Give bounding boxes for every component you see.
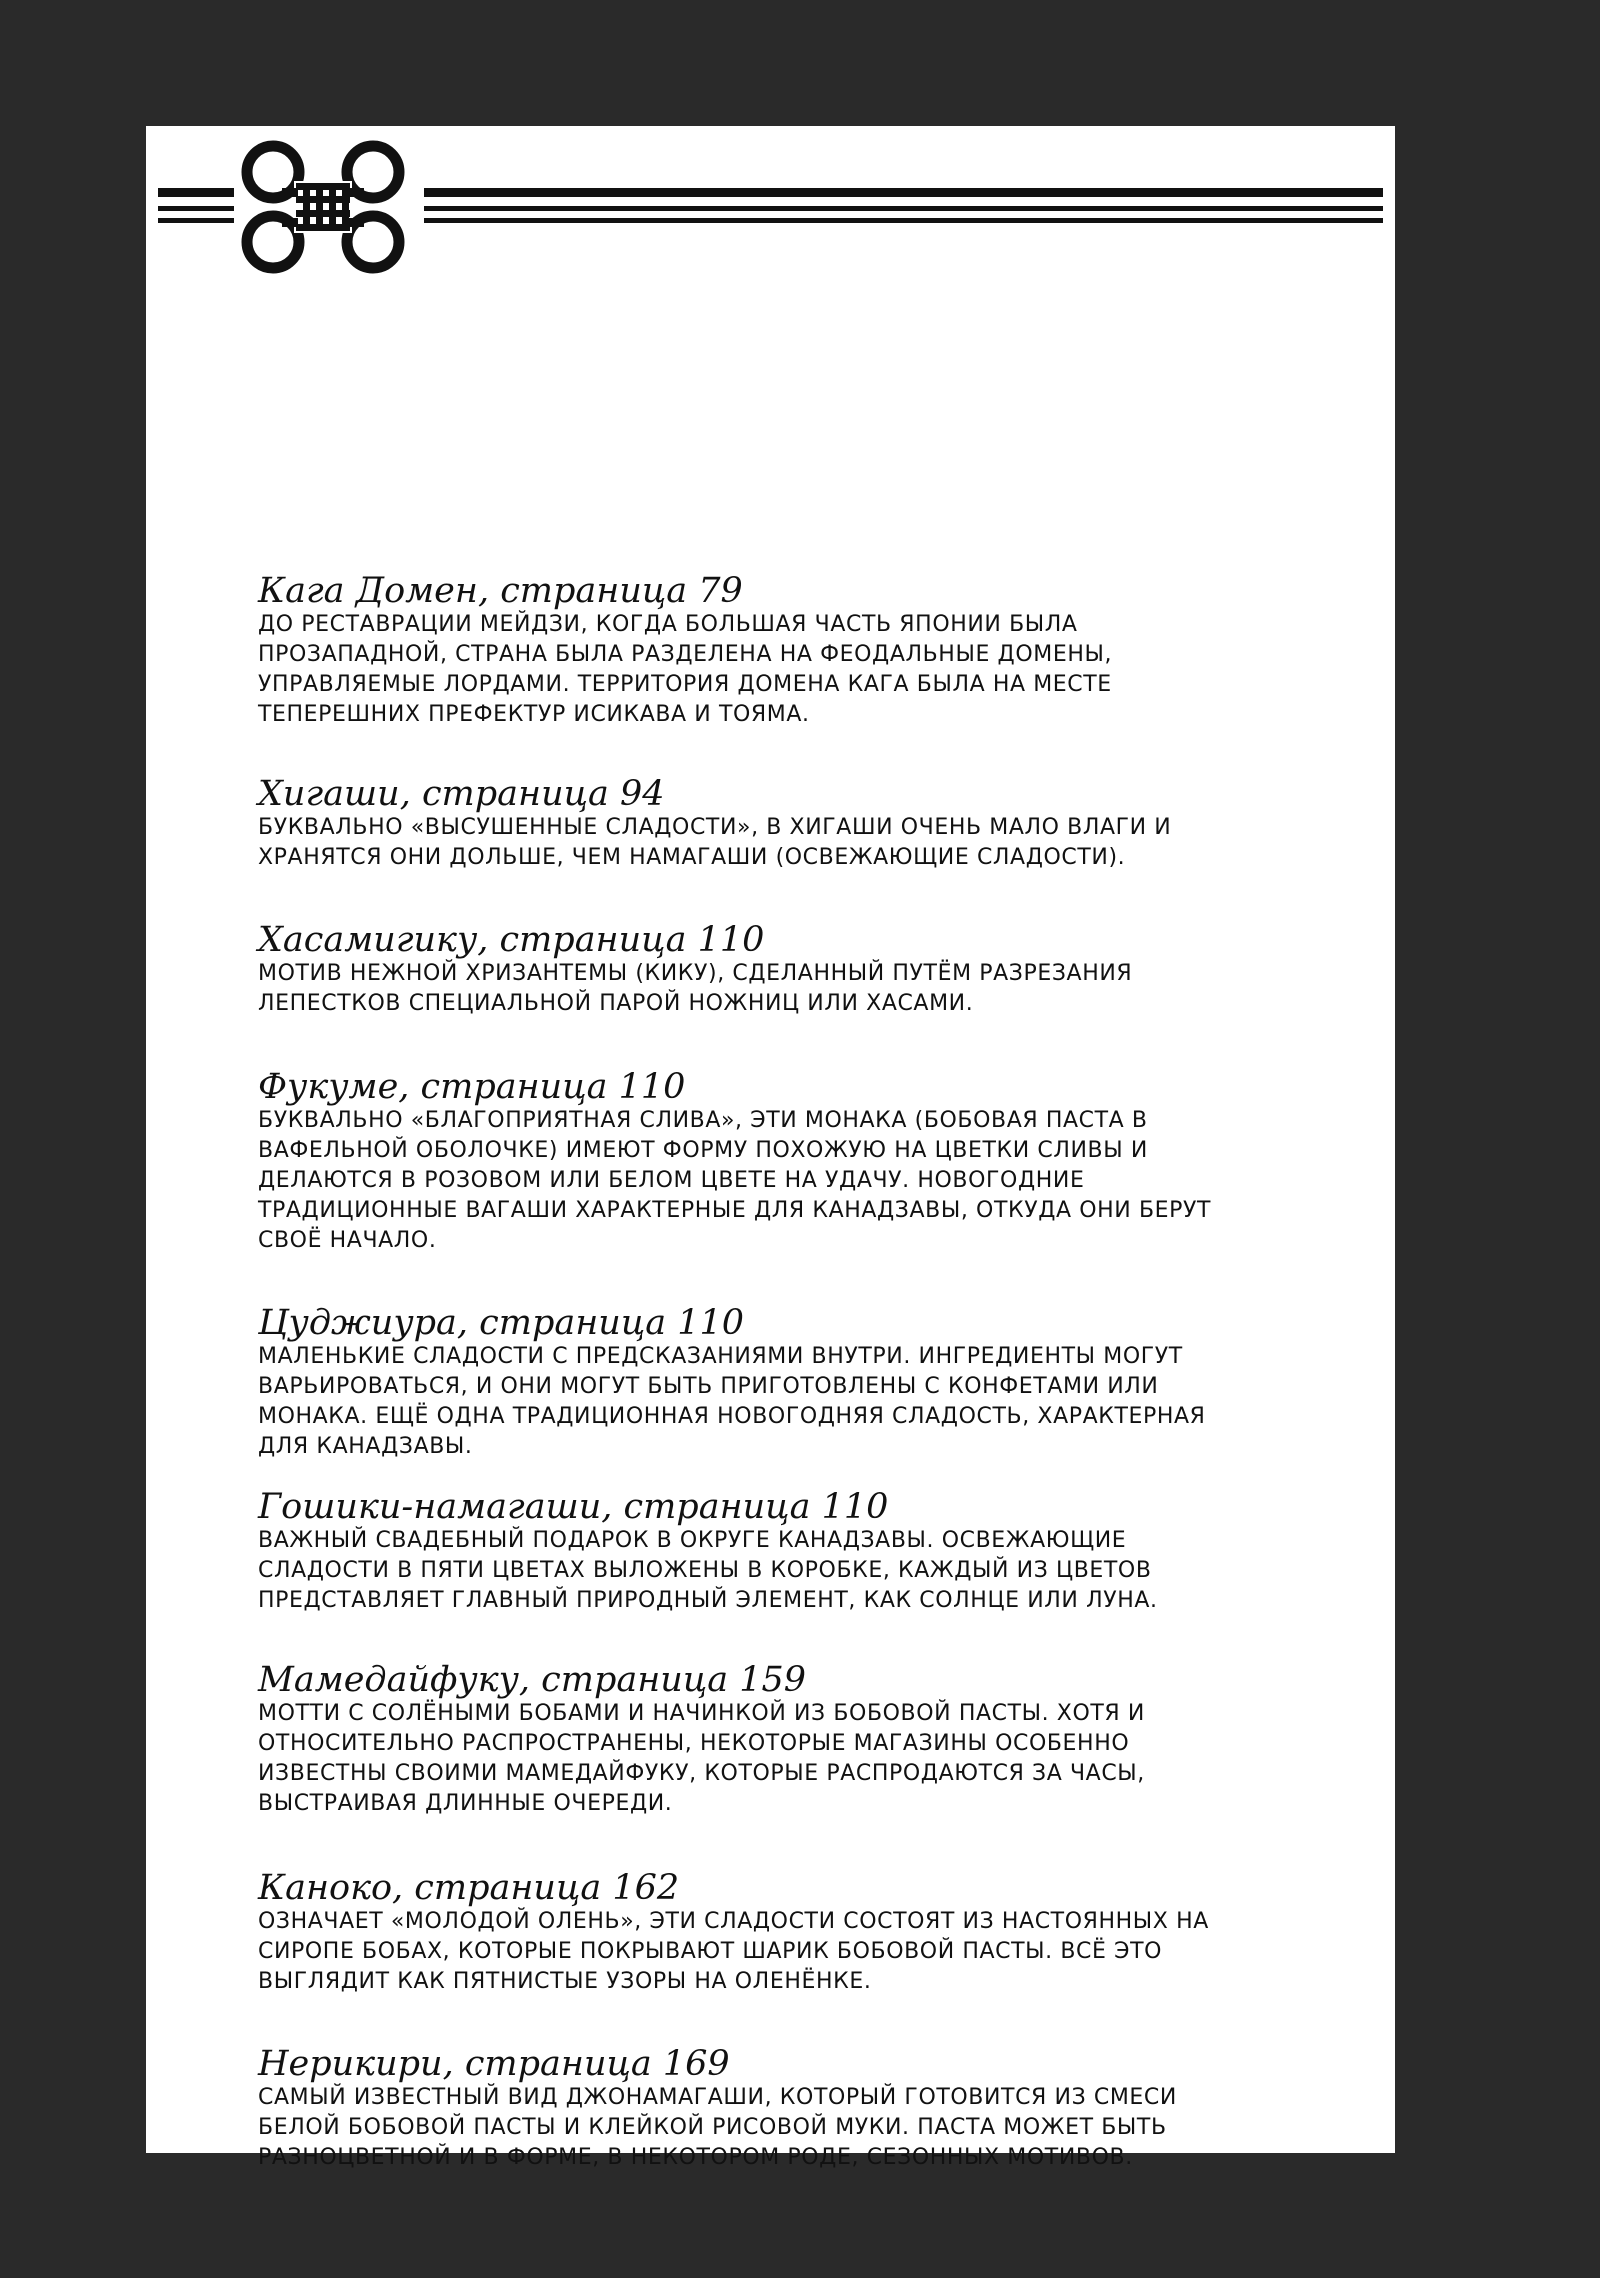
note-mamedaifuku <box>258 1661 1318 1819</box>
note-kanoko <box>258 1869 1318 1997</box>
note-title: Фукуме, страница 110 <box>258 1067 686 1107</box>
note-title: Гошики-намагаши, страница 110 <box>258 1487 889 1527</box>
note-kaga-domain <box>258 572 1318 730</box>
glossary-page <box>146 126 1395 2170</box>
note-title: Цуджиура, страница 110 <box>258 1303 745 1343</box>
note-body: ОЗНАЧАЕТ «МОЛОДОЙ ОЛЕНЬ», ЭТИ СЛАДОСТИ СОСТОЯТ ИЗ НАСТОЯННЫХ НА СИРОПЕ БОБАХ, КОТОРЫЕ ПОКРЫВАЮТ ШАРИК БОБОВОЙ ПАСТЫ. ВСЁ ЭТО ВЫГЛЯДИТ КАК ПЯТНИСТЫЕ УЗОРЫ НА ОЛЕНЁНКЕ. <box>258 1909 1209 1994</box>
note-title: Нерикири, страница 169 <box>258 2044 730 2084</box>
note-body: ДО РЕСТАВРАЦИИ МЕЙДЗИ, КОГДА БОЛЬШАЯ ЧАСТЬ ЯПОНИИ БЫЛА ПРОЗАПАДНОЙ, СТРАНА БЫЛА РАЗДЕЛЕНА НА ФЕОДАЛЬНЫЕ ДОМЕНЫ, УПРАВЛЯЕМЫЕ ЛОРДАМИ. ТЕРРИТОРИЯ ДОМЕНА КАГА БЫЛА НА МЕСТЕ ТЕПЕРЕШНИХ ПРЕФЕКТУР ИСИКАВА И ТОЯМА. <box>258 612 1113 727</box>
note-goshiki-namagashi <box>258 1488 1318 1616</box>
note-title: Мамедайфуку, страница 159 <box>258 1660 807 1700</box>
note-body: БУКВАЛЬНО «ВЫСУШЕННЫЕ СЛАДОСТИ», В ХИГАШИ ОЧЕНЬ МАЛО ВЛАГИ И ХРАНЯТСЯ ОНИ ДОЛЬШЕ, ЧЕМ НАМАГАШИ (ОСВЕЖАЮЩИЕ СЛАДОСТИ). <box>258 815 1172 870</box>
note-body: ВАЖНЫЙ СВАДЕБНЫЙ ПОДАРОК В ОКРУГЕ КАНАДЗАВЫ. ОСВЕЖАЮЩИЕ СЛАДОСТИ В ПЯТИ ЦВЕТАХ ВЫЛОЖЕНЫ В КОРОБКЕ, КАЖДЫЙ ИЗ ЦВЕТОВ ПРЕДСТАВЛЯЕТ ГЛАВНЫЙ ПРИРОДНЫЙ ЭЛЕМЕНТ, КАК СОЛНЦЕ ИЛИ ЛУНА. <box>258 1528 1158 1613</box>
note-hasamigiku <box>258 921 1318 1019</box>
knot-ornament <box>146 126 1395 296</box>
note-tsujiura <box>258 1304 1318 1462</box>
note-body: МАЛЕНЬКИЕ СЛАДОСТИ С ПРЕДСКАЗАНИЯМИ ВНУТРИ. ИНГРЕДИЕНТЫ МОГУТ ВАРЬИРОВАТЬСЯ, И ОНИ МОГУТ БЫТЬ ПРИГОТОВЛЕНЫ С КОНФЕТАМИ ИЛИ МОНАКА. ЕЩЁ ОДНА ТРАДИЦИОННАЯ НОВОГОДНЯЯ СЛАДОСТЬ, ХАРАКТЕРНАЯ ДЛЯ КАНАДЗАВЫ. <box>258 1344 1206 1459</box>
note-title: Каноко, страница 162 <box>258 1868 680 1908</box>
note-fukume <box>258 1068 1318 1256</box>
note-body: САМЫЙ ИЗВЕСТНЫЙ ВИД ДЖОНАМАГАШИ, КОТОРЫЙ ГОТОВИТСЯ ИЗ СМЕСИ БЕЛОЙ БОБОВОЙ ПАСТЫ И КЛЕЙКОЙ РИСОВОЙ МУКИ. ПАСТА МОЖЕТ БЫТЬ РАЗНОЦВЕТНОЙ И В ФОРМЕ, В НЕКОТОРОМ РОДЕ, СЕЗОННЫХ МОТИВОВ. <box>258 2085 1177 2170</box>
note-nerikiri <box>258 2045 1318 2173</box>
note-title: Хигаши, страница 94 <box>258 774 665 814</box>
note-title: Кага Домен, страница 79 <box>258 571 743 611</box>
note-higashi <box>258 775 1318 873</box>
note-title: Хасамигику, страница 110 <box>258 920 765 960</box>
note-body: МОТИВ НЕЖНОЙ ХРИЗАНТЕМЫ (КИКУ), СДЕЛАННЫЙ ПУТЁМ РАЗРЕЗАНИЯ ЛЕПЕСТКОВ СПЕЦИАЛЬНОЙ ПАРОЙ НОЖНИЦ ИЛИ ХАСАМИ. <box>258 961 1133 1016</box>
note-body: БУКВАЛЬНО «БЛАГОПРИЯТНАЯ СЛИВА», ЭТИ МОНАКА (БОБОВАЯ ПАСТА В ВАФЕЛЬНОЙ ОБОЛОЧКЕ) ИМЕЮТ ФОРМУ ПОХОЖУЮ НА ЦВЕТКИ СЛИВЫ И ДЕЛАЮТСЯ В РОЗОВОМ ИЛИ БЕЛОМ ЦВЕТЕ НА УДАЧУ. НОВОГОДНИЕ ТРАДИЦИОННЫЕ ВАГАШИ ХАРАКТЕРНЫЕ ДЛЯ КАНАДЗАВЫ, ОТКУДА ОНИ БЕРУТ СВОЁ НАЧАЛО. <box>258 1108 1212 1253</box>
note-body: МОТТИ С СОЛЁНЫМИ БОБАМИ И НАЧИНКОЙ ИЗ БОБОВОЙ ПАСТЫ. ХОТЯ И ОТНОСИТЕЛЬНО РАСПРОСТРАНЕНЫ, НЕКОТОРЫЕ МАГАЗИНЫ ОСОБЕННО ИЗВЕСТНЫ СВОИМИ МАМЕДАЙФУКУ, КОТОРЫЕ РАСПРОДАЮТСЯ ЗА ЧАСЫ, ВЫСТРАИВАЯ ДЛИННЫЕ ОЧЕРЕДИ. <box>258 1701 1145 1816</box>
